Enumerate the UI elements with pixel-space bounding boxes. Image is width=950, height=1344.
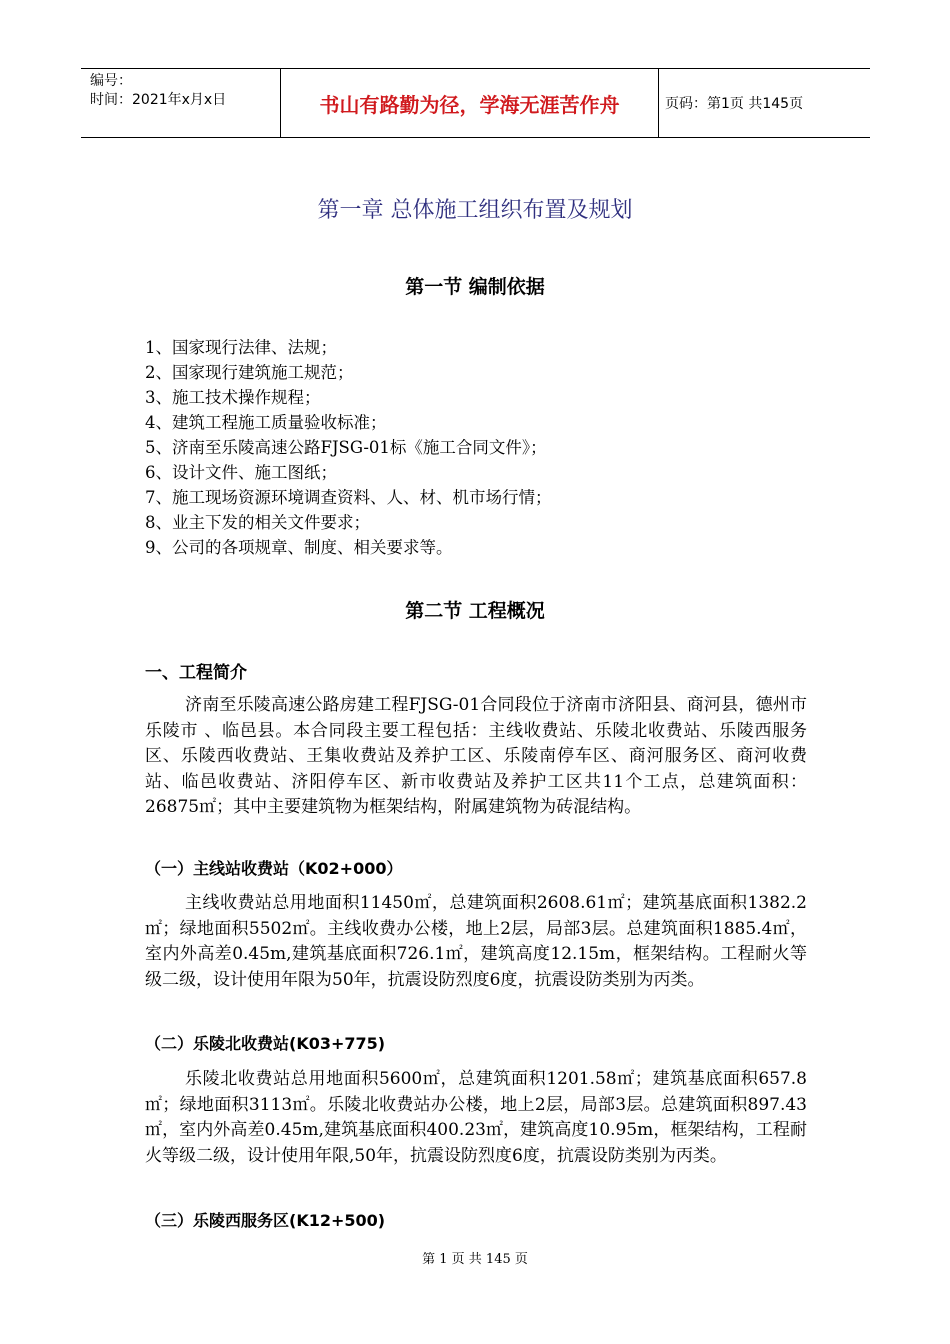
list-item: 1、国家现行法律、法规；: [145, 338, 337, 357]
list-item: 9、公司的各项规章、制度、相关要求等。: [145, 538, 453, 557]
list-item: 3、施工技术操作规程；: [145, 388, 321, 407]
project-intro-text: 济南至乐陵高速公路房建工程FJSG-01合同段位于济南市济阳县、商河县，德州市乐陵市 、临邑县。本合同段主要工程包括：主线收费站、乐陵北收费站、乐陵西服务区、乐陵西收费站、王集收费站及养护工区、乐陵南停车区、商河服务区、商河收费站、临邑收费站、济阳停车区、新市收费站及养护工区共11个工点，总建筑面积：26875㎡；其中主要建筑物为框架结构，附属建筑物为砖混结构。: [145, 695, 807, 817]
laoling-north-text: 乐陵北收费站总用地面积5600㎡，总建筑面积1201.58㎡；建筑基底面积657.8㎡；绿地面积3113㎡。乐陵北收费站办公楼，地上2层，局部3层。总建筑面积897.43㎡，室内外高差0.45m,建筑基底面积400.23㎡，建筑高度10.95m，框架结构，工程耐火等级二级，设计使用年限,50年，抗震设防烈度6度，抗震设防类别为丙类。: [145, 1069, 807, 1166]
list-item: 5、济南至乐陵高速公路FJSG-01标《施工合同文件》；: [145, 438, 547, 457]
list-item: 4、建筑工程施工质量验收标准；: [145, 413, 387, 432]
header-motto: 书山有路勤为径，学海无涯苦作舟: [281, 69, 659, 137]
header-page-info: 页码：第1页 共145页: [665, 96, 804, 112]
mainline-station-heading: （一）主线站收费站（K02+000）: [145, 859, 403, 878]
laoling-west-heading: （三）乐陵西服务区(K12+500): [145, 1211, 386, 1230]
section1-title: 第一节 编制依据: [405, 276, 545, 298]
header-time-label: 时间：2021年x月x日: [90, 92, 227, 108]
section2-title: 第二节 工程概况: [405, 600, 545, 622]
page-header-table: [81, 68, 870, 138]
list-item: 6、设计文件、施工图纸；: [145, 463, 337, 482]
mainline-station-text: 主线收费站总用地面积11450㎡，总建筑面积2608.61㎡；建筑基底面积1382.2㎡；绿地面积5502㎡。主线收费办公楼，地上2层，局部3层。总建筑面积1885.4㎡，室内外高差0.45m,建筑基底面积726.1㎡，建筑高度12.15m，框架结构。工程耐火等级二级，设计使用年限为50年，抗震设防烈度6度，抗震设防类别为丙类。: [145, 893, 807, 990]
chapter-title: 第一章 总体施工组织布置及规划: [317, 198, 633, 223]
project-intro-heading: 一、工程简介: [145, 663, 247, 683]
page-footer: 第 1 页 共 145 页: [422, 1252, 528, 1267]
header-number-label: 编号：: [90, 73, 132, 89]
laoling-north-heading: （二）乐陵北收费站(K03+775): [145, 1034, 386, 1053]
list-item: 7、施工现场资源环境调查资料、人、材、机市场行情；: [145, 488, 552, 507]
header-meta-cell: [81, 69, 281, 137]
basis-list: [145, 335, 552, 560]
list-item: 2、国家现行建筑施工规范；: [145, 363, 354, 382]
list-item: 8、业主下发的相关文件要求；: [145, 513, 370, 532]
